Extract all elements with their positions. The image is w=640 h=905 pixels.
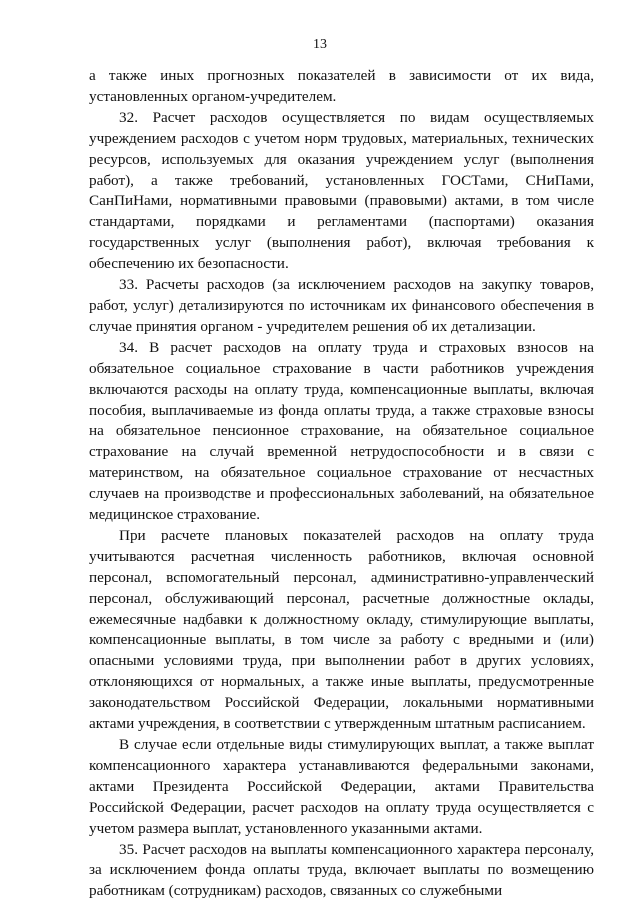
paragraph: 32. Расчет расходов осуществляется по видам осуществляемых учреждением расходов с учетом норм трудовых, материальных, технических ресурсов, используемых для оказания учреждением услуг (выполнения работ), а также требований, установленных ГОСТами, СНиПами, СанПиНами, нормативными правовыми (правовыми) актами, в том числе стандартами, порядками и регламентами (паспортами) оказания государственных услуг (выполнения работ), включая требования к обеспечению их безопасности. [89,108,594,273]
document-body [89,66,594,902]
paragraph: В случае если отдельные виды стимулирующих выплат, а также выплат компенсационного характера устанавливаются федеральными законами, актами Президента Российской Федерации, актами Правительства Российской Федерации, расчет расходов на оплату труда осуществляется с учетом размера выплат, установленного указанными актами. [89,736,594,837]
paragraph: 35. Расчет расходов на выплаты компенсационного характера персоналу, за исключением фонда оплаты труда, включает выплаты по возмещению работникам (сотрудникам) расходов, связанных со служебными [89,840,594,900]
page-number: 13 [313,37,327,52]
paragraph: При расчете плановых показателей расходов на оплату труда учитываются расчетная численность работников, включая основной персонал, вспомогательный персонал, административно-управленческий персонал, обслуживающий персонал, расчетные должностные оклады, ежемесячные надбавки к должностному окладу, стимулирующие выплаты, компенсационные выплаты, в том числе за работу с вредными и (или) опасными условиями труда, при выполнении работ в других условиях, отклоняющихся от нормальных, а также иные выплаты, предусмотренные законодательством Российской Федерации, локальными нормативными актами учреждения, в соответствии с утвержденным штатным расписанием. [89,526,594,733]
paragraph: 33. Расчеты расходов (за исключением расходов на закупку товаров, работ, услуг) детализируются по источникам их финансового обеспечения в случае принятия органом - учредителем решения об их детализации. [89,276,594,335]
paragraph: 34. В расчет расходов на оплату труда и страховых взносов на обязательное социальное страхование в части работников учреждения включаются расходы на оплату труда, компенсационные выплаты, включая пособия, выплачиваемые из фонда оплаты труда, а также страховые взносы на обязательное пенсионное страхование, на обязательное социальное страхование на случай временной нетрудоспособности и в связи с материнством, на обязательное социальное страхование от несчастных случаев на производстве и профессиональных заболеваний, на обязательное медицинское страхование. [89,338,594,524]
paragraph: а также иных прогнозных показателей в зависимости от их вида, установленных органом-учредителем. [89,67,594,105]
